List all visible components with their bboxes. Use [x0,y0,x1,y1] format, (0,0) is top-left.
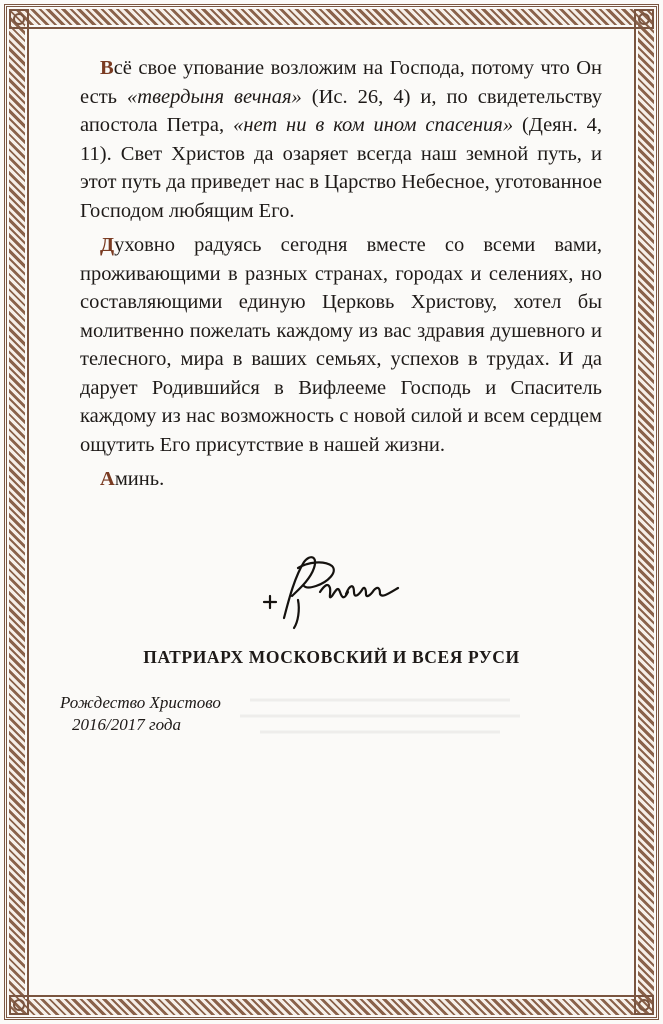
paragraph-1-text-c: (Деян. 4, 11). Свет Христов да озаряет всегда наш земной путь, и этот путь да приведет нас в Царство Небесное, уготованное Господом любящим Его. [80,114,602,222]
handwritten-signature [258,548,408,638]
amen-text: минь. [114,468,165,490]
scripture-quote-1: «твердыня вечная» [127,85,302,108]
paragraph-1-text-a: сё свое упование возложим на Господа, потому что Он есть [80,57,602,108]
drop-initial: Д [100,234,115,256]
signature-title: ПАТРИАРХ МОСКОВСКИЙ И ВСЕЯ РУСИ [143,647,520,667]
date-line-2: 2016/2017 года [72,715,181,734]
date-block [60,692,221,736]
paragraph-2-text: уховно радуясь сегодня вместе со всеми вами, проживающими в разных странах, городах и селениях, но составляющими единую Церковь Христову, хотел бы молитвенно пожелать каждому из вас здравия душевного и телесного, мира в ваших семьях, успехов в трудах. И да дарует Родившийся в Вифлееме Господь и Спаситель каждому из нас возможность с новой силой и всем сердцем ощутить Его присутствие в нашей жизни. [80,234,602,456]
amen-line [80,465,602,494]
paragraph-1 [80,54,602,225]
scripture-quote-2: «нет ни в ком ином спасения» [233,114,514,136]
date-line-1: Рождество Христово [60,693,221,712]
paragraph-1-text-b: (Ис. 26, 4) и, по свидетельству апостола Петра, [80,85,602,136]
letter-body [80,54,602,494]
drop-initial: А [100,468,115,490]
drop-initial: В [100,57,114,79]
reverse-side-bleed-through [230,690,530,750]
paragraph-2 [80,231,602,459]
